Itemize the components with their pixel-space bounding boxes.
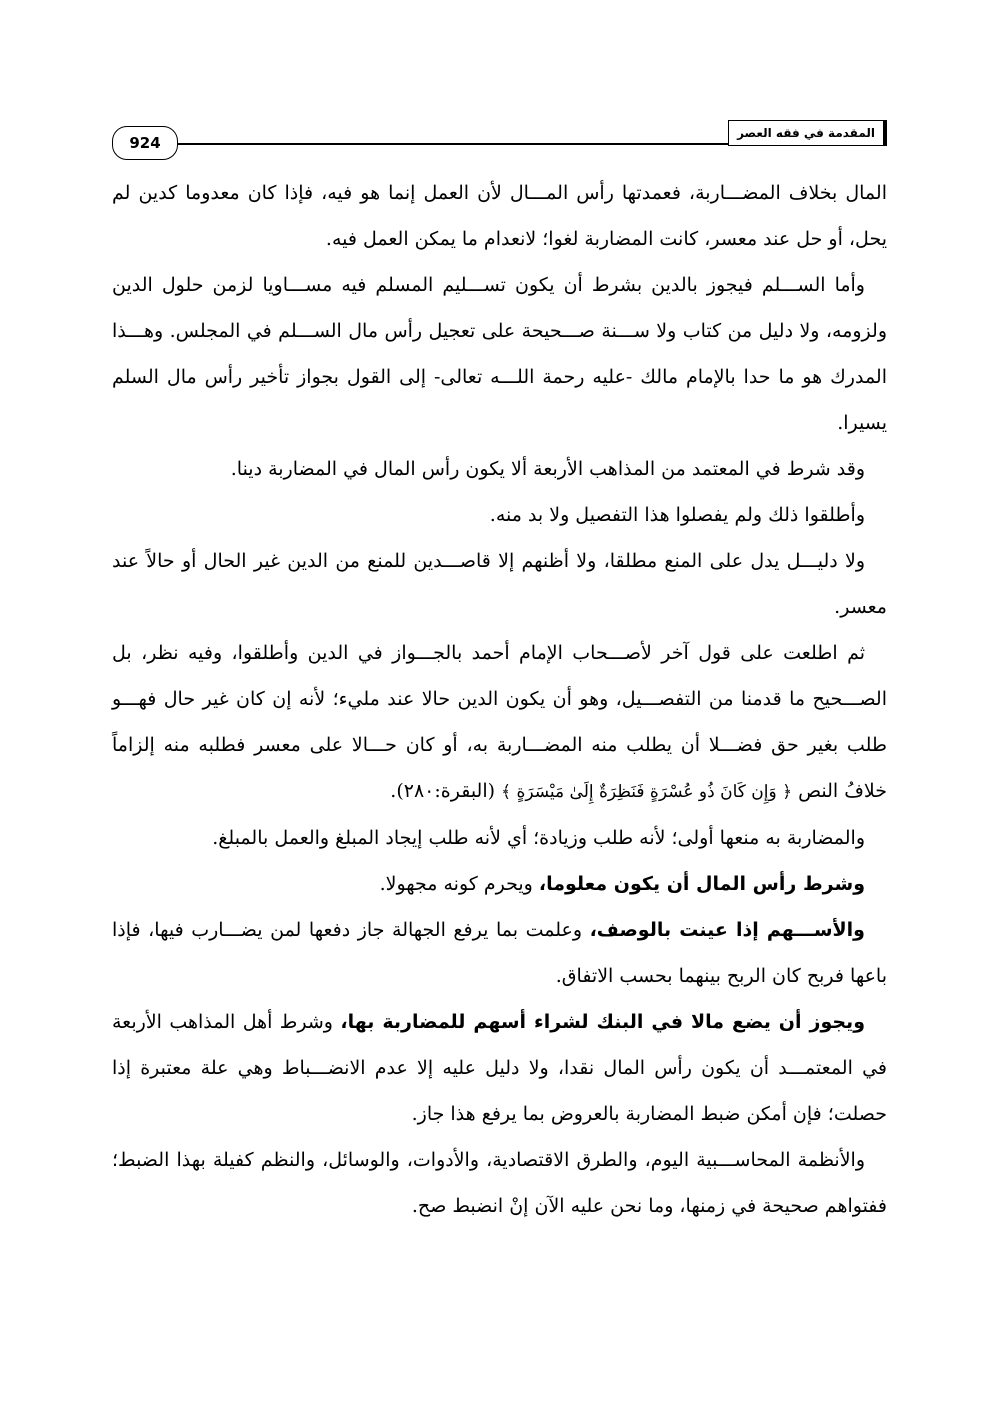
paragraph-3 [112,446,887,492]
paragraph-1 [112,170,887,262]
paragraph-9-bold-lead: والأســـهم إذا عينت بالوصف، [589,919,865,941]
paragraph-8 [112,861,887,907]
paragraph-10-bold-lead: ويجوز أن يضع مالا في البنك لشراء أسهم للمضاربة بها، [340,1011,865,1033]
paragraph-11-text: والأنظمة المحاســـبية اليوم، والطرق الاقتصادية، والأدوات، والوسائل، والنظم كفيلة بهذا الضبط؛ ففتواهم صحيحة في زمنها، وما نحن عليه الآن إنْ انضبط صح. [112,1149,887,1217]
paragraph-3-text: وقد شرط في المعتمد من المذاهب الأربعة ألا يكون رأس المال في المضاربة دينا. [230,458,865,480]
paragraph-7 [112,815,887,861]
paragraph-2-text: وأما الســـلم فيجوز بالدين بشرط أن يكون تســـليم المسلم فيه مســـاويا لزمن حلول الدين ولزومه، ولا دليل من كتاب ولا ســـنة صـــحيحة على تعجيل رأس مال الســـلم في المجلس. وهـــذا المدرك هو ما حدا بالإمام مالك -عليه رحمة اللـــه تعالى- إلى القول بجواز تأخير رأس مال السلم يسيرا. [112,274,887,434]
paragraph-11 [112,1137,887,1229]
paragraph-1-text: المال بخلاف المضـــاربة، فعمدتها رأس المـــال لأن العمل إنما هو فيه، فإذا كان معدوما كدين لم يحل، أو حل عند معسر، كانت المضاربة لغوا؛ لانعدام ما يمكن العمل فيه. [112,182,887,250]
paragraph-7-text: والمضاربة به منعها أولى؛ لأنه طلب وزيادة؛ أي لأنه طلب إيجاد المبلغ والعمل بالمبلغ. [212,827,865,849]
paragraph-2 [112,262,887,446]
running-header [112,112,887,152]
book-title [728,120,887,146]
paragraph-6 [112,630,887,815]
paragraph-10-text: وشرط أهل المذاهب الأربعة في المعتمـــد أن يكون رأس المال نقدا، ولا دليل عليه إلا عدم الانضـــباط وهي علة معتبرة إذا حصلت؛ فإن أمكن ضبط المضاربة بالعروض بما يرفع هذا جاز. [112,1011,887,1125]
quran-verse: ﴿ وَإِن كَانَ ذُو عُسْرَةٍ فَنَظِرَةٌ إِلَىٰ مَيْسَرَةٍ ﴾ [501,782,793,802]
page-body [112,170,887,1229]
paragraph-4 [112,492,887,538]
paragraph-8-bold-lead: وشرط رأس المال أن يكون معلوما، [538,873,865,895]
book-title-text: المقدمة في فقه العصر [737,126,875,140]
paragraph-5-text: ولا دليـــل يدل على المنع مطلقا، ولا أظنهم إلا قاصـــدين للمنع من الدين غير الحال أو حالاً عند معسر. [112,550,887,618]
paragraph-6-text: ثم اطلعت على قول آخر لأصـــحاب الإمام أحمد بالجـــواز في الدين وأطلقوا، وفيه نظر، بل الصـــحيح ما قدمنا من التفصـــيل، وهو أن يكون الدين حالا عند مليء؛ لأنه إن كان غير حال فهـــو طلب بغير حق فضـــلا أن يطلب منه المضـــاربة به، أو كان حـــالا على معسر فطلبه منه إلزاماً خلافُ النص [112,642,887,802]
paragraph-4-text: وأطلقوا ذلك ولم يفصلوا هذا التفصيل ولا بد منه. [489,504,865,526]
paragraph-5 [112,538,887,630]
paragraph-8-text: ويحرم كونه مجهولا. [379,873,539,895]
verse-citation: (البقرة:٢٨٠). [390,780,496,802]
page-number-text: 924 [129,134,161,152]
paragraph-10 [112,999,887,1137]
paragraph-9-text: وعلمت بما يرفع الجهالة جاز دفعها لمن يضـــارب فيها، فإذا باعها فربح كان الربح بينهما بحسب الاتفاق. [112,919,887,987]
page-number [112,126,178,160]
paragraph-9 [112,907,887,999]
